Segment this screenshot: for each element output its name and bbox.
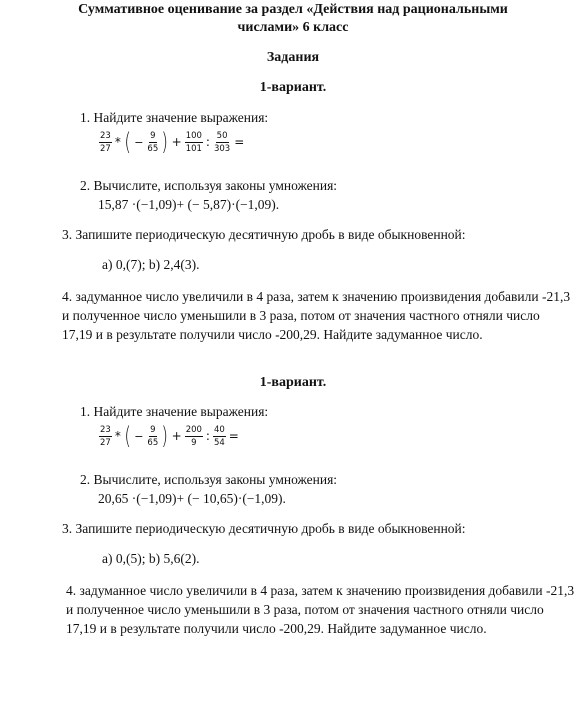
v2-task2-text: 2. Вычислите, используя законы умножения: — [80, 472, 338, 487]
variant-1-label: 1-вариант. — [259, 80, 327, 95]
v2-fraction-4: $\frac{40}{54}$ — [213, 424, 225, 448]
v1-task4-text: 4. задуманное число увеличили в 4 раза, затем к значению произвидения добавили -21,3 и полученное число уменьшили в 3 раза, потом от значения частного отняли число 17,19 и в результате получили число -200,29. Найдите задуманное число. — [62, 289, 571, 342]
v2-fraction-1: $\frac{23}{27}$ — [100, 424, 111, 448]
v1-fraction-3: $\frac{100}{101}$ — [185, 130, 202, 154]
v1-task2-expression: 15,87 ·(−1,09)+ (− 5,87)·(−1,09). — [98, 197, 280, 212]
variant-2-label: 1-вариант. — [259, 375, 327, 390]
v1-task1-text: 1. Найдите значение выражения: — [80, 110, 269, 125]
v2-task2-expression: 20,65 ·(−1,09)+ (− 10,65)·(−1,09). — [98, 491, 286, 506]
v1-task2-text: 2. Вычислите, используя законы умножения: — [80, 178, 338, 193]
v2-fraction-2: $\frac{9}{65}$ — [147, 424, 159, 448]
tasks-heading: Задания — [266, 50, 320, 65]
v2-task1-expression: $\frac{23}{27}$ * ( − $\frac{9}{65}$ ) + $\frac{200}{9}$ : $\frac{40}{54}$ = — [100, 422, 239, 450]
v1-task1-expression: $\frac{23}{27}$ * ( − $\frac{9}{65}$ ) + $\frac{100}{101}$ : $\frac{50}{303}$ = — [100, 128, 245, 156]
document-title-line2: числами» 6 класс — [237, 20, 349, 35]
document-title-line1: Суммативное оценивание за раздел «Действия над рациональными — [78, 2, 508, 17]
v2-task3-items: a) 0,(5); b) 5,6(2). — [102, 551, 200, 566]
v1-fraction-4: $\frac{50}{303}$ — [213, 130, 231, 154]
v2-task4-text: 4. задуманное число увеличили в 4 раза, затем к значению произвидения добавили -21,3 и полученное число уменьшили в 3 раза, потом от значения частного отняли число 17,19 и в результате получили число -200,29. Найдите задуманное число. — [66, 583, 575, 636]
v1-fraction-2: $\frac{9}{65}$ — [147, 130, 159, 154]
v2-fraction-3: $\frac{200}{9}$ — [185, 424, 202, 448]
v1-task3-items: a) 0,(7); b) 2,4(3). — [102, 257, 200, 272]
v1-task3-text: 3. Запишите периодическую десятичную дробь в виде обыкновенной: — [62, 227, 466, 242]
v2-task1-text: 1. Найдите значение выражения: — [80, 404, 269, 419]
v2-task3-text: 3. Запишите периодическую десятичную дробь в виде обыкновенной: — [62, 521, 466, 536]
v1-fraction-1: $\frac{23}{27}$ — [100, 130, 111, 154]
